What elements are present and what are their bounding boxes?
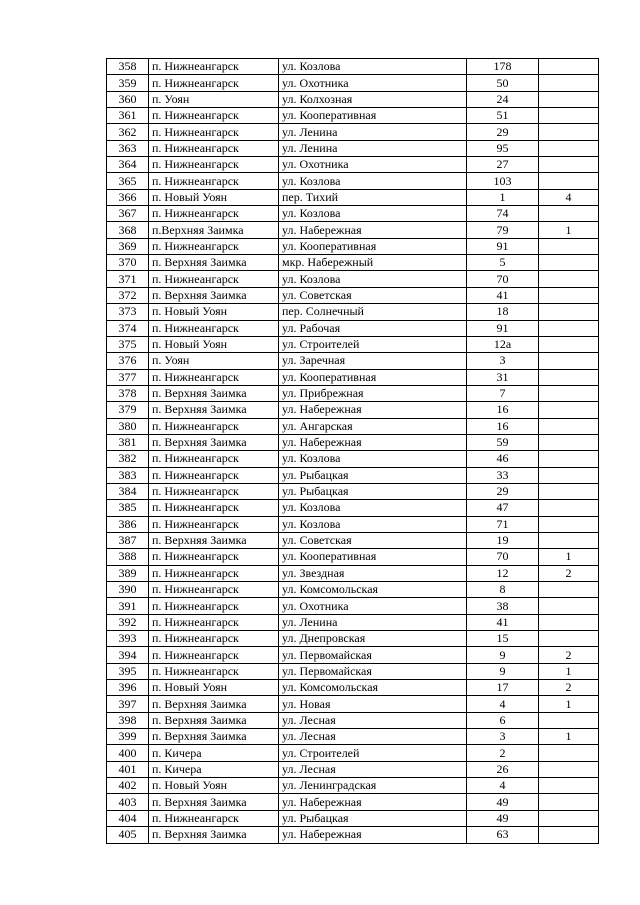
house-number-cell: 3 (467, 353, 539, 369)
house-number-cell: 70 (467, 549, 539, 565)
table-row (107, 598, 599, 614)
street-cell: ул. Первомайская (279, 647, 467, 663)
street-cell: ул. Набережная (279, 402, 467, 418)
extra-number-cell (539, 287, 599, 303)
extra-number-cell (539, 827, 599, 843)
house-number-cell: 51 (467, 108, 539, 124)
table-row (107, 483, 599, 499)
street-cell: ул. Козлова (279, 500, 467, 516)
street-cell: ул. Ленина (279, 614, 467, 630)
settlement-cell: п. Нижнеангарск (149, 565, 279, 581)
settlement-cell: п. Нижнеангарск (149, 369, 279, 385)
settlement-cell: п. Верхняя Заимка (149, 287, 279, 303)
house-number-cell: 91 (467, 320, 539, 336)
house-number-cell: 29 (467, 483, 539, 499)
row-number-cell: 392 (107, 614, 149, 630)
table-row (107, 549, 599, 565)
settlement-cell: п. Нижнеангарск (149, 500, 279, 516)
extra-number-cell (539, 140, 599, 156)
row-number-cell: 375 (107, 336, 149, 352)
table-row (107, 222, 599, 238)
street-cell: ул. Рыбацкая (279, 467, 467, 483)
street-cell: ул. Кооперативная (279, 549, 467, 565)
house-number-cell: 49 (467, 810, 539, 826)
table-row (107, 647, 599, 663)
house-number-cell: 71 (467, 516, 539, 532)
row-number-cell: 383 (107, 467, 149, 483)
row-number-cell: 396 (107, 680, 149, 696)
house-number-cell: 2 (467, 745, 539, 761)
settlement-cell: п. Верхняя Заимка (149, 402, 279, 418)
extra-number-cell (539, 631, 599, 647)
table-row (107, 614, 599, 630)
row-number-cell: 368 (107, 222, 149, 238)
settlement-cell: п. Верхняя Заимка (149, 729, 279, 745)
table-row (107, 255, 599, 271)
house-number-cell: 46 (467, 451, 539, 467)
settlement-cell: п. Верхняя Заимка (149, 532, 279, 548)
house-number-cell: 16 (467, 418, 539, 434)
extra-number-cell (539, 500, 599, 516)
address-table (106, 58, 599, 844)
row-number-cell: 403 (107, 794, 149, 810)
house-number-cell: 95 (467, 140, 539, 156)
extra-number-cell (539, 157, 599, 173)
house-number-cell: 24 (467, 91, 539, 107)
settlement-cell: п. Нижнеангарск (149, 549, 279, 565)
street-cell: ул. Ленина (279, 124, 467, 140)
settlement-cell: п. Уоян (149, 353, 279, 369)
table-row (107, 467, 599, 483)
street-cell: ул. Набережная (279, 434, 467, 450)
row-number-cell: 376 (107, 353, 149, 369)
extra-number-cell (539, 712, 599, 728)
house-number-cell: 79 (467, 222, 539, 238)
extra-number-cell: 1 (539, 696, 599, 712)
extra-number-cell: 1 (539, 729, 599, 745)
row-number-cell: 366 (107, 189, 149, 205)
row-number-cell: 364 (107, 157, 149, 173)
extra-number-cell (539, 761, 599, 777)
row-number-cell: 385 (107, 500, 149, 516)
row-number-cell: 394 (107, 647, 149, 663)
extra-number-cell (539, 75, 599, 91)
row-number-cell: 380 (107, 418, 149, 434)
house-number-cell: 18 (467, 304, 539, 320)
extra-number-cell (539, 124, 599, 140)
street-cell: ул. Рыбацкая (279, 810, 467, 826)
extra-number-cell: 1 (539, 549, 599, 565)
house-number-cell: 38 (467, 598, 539, 614)
table-row (107, 402, 599, 418)
house-number-cell: 70 (467, 271, 539, 287)
extra-number-cell: 4 (539, 189, 599, 205)
street-cell: ул. Советская (279, 532, 467, 548)
table-row (107, 238, 599, 254)
street-cell: ул. Набережная (279, 827, 467, 843)
extra-number-cell (539, 434, 599, 450)
house-number-cell: 4 (467, 696, 539, 712)
house-number-cell: 29 (467, 124, 539, 140)
settlement-cell: п.Верхняя Заимка (149, 222, 279, 238)
table-row (107, 189, 599, 205)
street-cell: ул. Рыбацкая (279, 483, 467, 499)
street-cell: ул. Козлова (279, 271, 467, 287)
table-row (107, 271, 599, 287)
street-cell: ул. Охотника (279, 75, 467, 91)
street-cell: пер. Солнечный (279, 304, 467, 320)
settlement-cell: п. Кичера (149, 745, 279, 761)
street-cell: ул. Набережная (279, 794, 467, 810)
extra-number-cell (539, 467, 599, 483)
table-row (107, 451, 599, 467)
settlement-cell: п. Новый Уоян (149, 304, 279, 320)
table-row (107, 75, 599, 91)
street-cell: ул. Комсомольская (279, 582, 467, 598)
table-row (107, 287, 599, 303)
table-row (107, 729, 599, 745)
row-number-cell: 359 (107, 75, 149, 91)
street-cell: ул. Днепровская (279, 631, 467, 647)
house-number-cell: 9 (467, 663, 539, 679)
house-number-cell: 1 (467, 189, 539, 205)
street-cell: ул. Козлова (279, 59, 467, 75)
street-cell: ул. Набережная (279, 222, 467, 238)
street-cell: ул. Лесная (279, 712, 467, 728)
street-cell: ул. Козлова (279, 451, 467, 467)
house-number-cell: 74 (467, 206, 539, 222)
table-row (107, 794, 599, 810)
house-number-cell: 27 (467, 157, 539, 173)
extra-number-cell (539, 778, 599, 794)
house-number-cell: 59 (467, 434, 539, 450)
house-number-cell: 19 (467, 532, 539, 548)
house-number-cell: 31 (467, 369, 539, 385)
house-number-cell: 17 (467, 680, 539, 696)
settlement-cell: п. Нижнеангарск (149, 418, 279, 434)
street-cell: ул. Комсомольская (279, 680, 467, 696)
street-cell: ул. Ангарская (279, 418, 467, 434)
table-row (107, 418, 599, 434)
settlement-cell: п. Нижнеангарск (149, 238, 279, 254)
table-row (107, 500, 599, 516)
settlement-cell: п. Нижнеангарск (149, 483, 279, 499)
settlement-cell: п. Верхняя Заимка (149, 385, 279, 401)
extra-number-cell (539, 255, 599, 271)
table-row (107, 157, 599, 173)
row-number-cell: 405 (107, 827, 149, 843)
house-number-cell: 47 (467, 500, 539, 516)
row-number-cell: 397 (107, 696, 149, 712)
street-cell: ул. Строителей (279, 336, 467, 352)
settlement-cell: п. Кичера (149, 761, 279, 777)
row-number-cell: 399 (107, 729, 149, 745)
table-row (107, 91, 599, 107)
row-number-cell: 401 (107, 761, 149, 777)
extra-number-cell (539, 451, 599, 467)
table-row (107, 712, 599, 728)
extra-number-cell (539, 794, 599, 810)
extra-number-cell (539, 745, 599, 761)
settlement-cell: п. Нижнеангарск (149, 173, 279, 189)
house-number-cell: 50 (467, 75, 539, 91)
extra-number-cell (539, 369, 599, 385)
settlement-cell: п. Верхняя Заимка (149, 255, 279, 271)
settlement-cell: п. Нижнеангарск (149, 157, 279, 173)
house-number-cell: 26 (467, 761, 539, 777)
extra-number-cell (539, 810, 599, 826)
extra-number-cell (539, 582, 599, 598)
settlement-cell: п. Уоян (149, 91, 279, 107)
extra-number-cell: 2 (539, 565, 599, 581)
row-number-cell: 379 (107, 402, 149, 418)
row-number-cell: 388 (107, 549, 149, 565)
extra-number-cell (539, 614, 599, 630)
house-number-cell: 8 (467, 582, 539, 598)
street-cell: ул. Звездная (279, 565, 467, 581)
extra-number-cell (539, 516, 599, 532)
house-number-cell: 4 (467, 778, 539, 794)
table-row (107, 680, 599, 696)
settlement-cell: п. Нижнеангарск (149, 320, 279, 336)
row-number-cell: 398 (107, 712, 149, 728)
row-number-cell: 360 (107, 91, 149, 107)
row-number-cell: 387 (107, 532, 149, 548)
settlement-cell: п. Верхняя Заимка (149, 794, 279, 810)
extra-number-cell (539, 320, 599, 336)
house-number-cell: 103 (467, 173, 539, 189)
extra-number-cell: 2 (539, 647, 599, 663)
street-cell: мкр. Набережный (279, 255, 467, 271)
settlement-cell: п. Новый Уоян (149, 680, 279, 696)
settlement-cell: п. Нижнеангарск (149, 516, 279, 532)
table-row (107, 532, 599, 548)
row-number-cell: 363 (107, 140, 149, 156)
settlement-cell: п. Нижнеангарск (149, 467, 279, 483)
table-row (107, 385, 599, 401)
settlement-cell: п. Нижнеангарск (149, 598, 279, 614)
extra-number-cell (539, 173, 599, 189)
table-row (107, 59, 599, 75)
table-row (107, 631, 599, 647)
settlement-cell: п. Новый Уоян (149, 336, 279, 352)
extra-number-cell (539, 353, 599, 369)
table-row (107, 810, 599, 826)
house-number-cell: 12а (467, 336, 539, 352)
extra-number-cell (539, 336, 599, 352)
extra-number-cell (539, 91, 599, 107)
table-row (107, 304, 599, 320)
table-row (107, 173, 599, 189)
street-cell: ул. Заречная (279, 353, 467, 369)
street-cell: ул. Колхозная (279, 91, 467, 107)
address-table-body (107, 59, 599, 844)
house-number-cell: 49 (467, 794, 539, 810)
row-number-cell: 370 (107, 255, 149, 271)
house-number-cell: 3 (467, 729, 539, 745)
street-cell: ул. Кооперативная (279, 238, 467, 254)
table-row (107, 827, 599, 843)
street-cell: ул. Ленина (279, 140, 467, 156)
street-cell: ул. Ленинградская (279, 778, 467, 794)
table-row (107, 336, 599, 352)
row-number-cell: 391 (107, 598, 149, 614)
extra-number-cell (539, 483, 599, 499)
street-cell: ул. Козлова (279, 173, 467, 189)
row-number-cell: 361 (107, 108, 149, 124)
table-row (107, 663, 599, 679)
settlement-cell: п. Нижнеангарск (149, 124, 279, 140)
row-number-cell: 377 (107, 369, 149, 385)
extra-number-cell: 2 (539, 680, 599, 696)
settlement-cell: п. Нижнеангарск (149, 647, 279, 663)
street-cell: ул. Охотника (279, 598, 467, 614)
street-cell: ул. Лесная (279, 729, 467, 745)
street-cell: ул. Охотника (279, 157, 467, 173)
extra-number-cell (539, 59, 599, 75)
table-row (107, 565, 599, 581)
settlement-cell: п. Нижнеангарск (149, 75, 279, 91)
house-number-cell: 9 (467, 647, 539, 663)
street-cell: ул. Лесная (279, 761, 467, 777)
house-number-cell: 16 (467, 402, 539, 418)
street-cell: ул. Строителей (279, 745, 467, 761)
house-number-cell: 6 (467, 712, 539, 728)
settlement-cell: п. Нижнеангарск (149, 663, 279, 679)
table-row (107, 108, 599, 124)
row-number-cell: 381 (107, 434, 149, 450)
street-cell: ул. Кооперативная (279, 108, 467, 124)
settlement-cell: п. Нижнеангарск (149, 614, 279, 630)
settlement-cell: п. Верхняя Заимка (149, 827, 279, 843)
settlement-cell: п. Нижнеангарск (149, 59, 279, 75)
settlement-cell: п. Верхняя Заимка (149, 712, 279, 728)
street-cell: пер. Тихий (279, 189, 467, 205)
settlement-cell: п. Нижнеангарск (149, 271, 279, 287)
table-row (107, 696, 599, 712)
settlement-cell: п. Нижнеангарск (149, 810, 279, 826)
row-number-cell: 389 (107, 565, 149, 581)
extra-number-cell (539, 402, 599, 418)
extra-number-cell (539, 271, 599, 287)
row-number-cell: 365 (107, 173, 149, 189)
settlement-cell: п. Нижнеангарск (149, 451, 279, 467)
table-row (107, 516, 599, 532)
table-row (107, 320, 599, 336)
street-cell: ул. Рабочая (279, 320, 467, 336)
settlement-cell: п. Новый Уоян (149, 189, 279, 205)
street-cell: ул. Первомайская (279, 663, 467, 679)
extra-number-cell (539, 108, 599, 124)
settlement-cell: п. Новый Уоян (149, 778, 279, 794)
row-number-cell: 400 (107, 745, 149, 761)
house-number-cell: 41 (467, 614, 539, 630)
row-number-cell: 371 (107, 271, 149, 287)
table-row (107, 582, 599, 598)
row-number-cell: 362 (107, 124, 149, 140)
street-cell: ул. Советская (279, 287, 467, 303)
house-number-cell: 33 (467, 467, 539, 483)
house-number-cell: 41 (467, 287, 539, 303)
extra-number-cell (539, 385, 599, 401)
settlement-cell: п. Верхняя Заимка (149, 434, 279, 450)
table-row (107, 353, 599, 369)
table-row (107, 434, 599, 450)
row-number-cell: 404 (107, 810, 149, 826)
row-number-cell: 369 (107, 238, 149, 254)
row-number-cell: 393 (107, 631, 149, 647)
table-row (107, 206, 599, 222)
extra-number-cell: 1 (539, 222, 599, 238)
row-number-cell: 367 (107, 206, 149, 222)
row-number-cell: 382 (107, 451, 149, 467)
table-row (107, 369, 599, 385)
house-number-cell: 5 (467, 255, 539, 271)
table-row (107, 124, 599, 140)
row-number-cell: 386 (107, 516, 149, 532)
extra-number-cell (539, 598, 599, 614)
row-number-cell: 395 (107, 663, 149, 679)
table-row (107, 761, 599, 777)
house-number-cell: 7 (467, 385, 539, 401)
settlement-cell: п. Верхняя Заимка (149, 696, 279, 712)
extra-number-cell (539, 418, 599, 434)
settlement-cell: п. Нижнеангарск (149, 108, 279, 124)
extra-number-cell (539, 532, 599, 548)
table-row (107, 745, 599, 761)
row-number-cell: 390 (107, 582, 149, 598)
extra-number-cell (539, 238, 599, 254)
row-number-cell: 402 (107, 778, 149, 794)
settlement-cell: п. Нижнеангарск (149, 582, 279, 598)
table-row (107, 778, 599, 794)
house-number-cell: 15 (467, 631, 539, 647)
row-number-cell: 372 (107, 287, 149, 303)
settlement-cell: п. Нижнеангарск (149, 631, 279, 647)
street-cell: ул. Новая (279, 696, 467, 712)
settlement-cell: п. Нижнеангарск (149, 140, 279, 156)
house-number-cell: 91 (467, 238, 539, 254)
settlement-cell: п. Нижнеангарск (149, 206, 279, 222)
row-number-cell: 384 (107, 483, 149, 499)
row-number-cell: 358 (107, 59, 149, 75)
row-number-cell: 378 (107, 385, 149, 401)
house-number-cell: 178 (467, 59, 539, 75)
table-row (107, 140, 599, 156)
extra-number-cell (539, 304, 599, 320)
extra-number-cell (539, 206, 599, 222)
street-cell: ул. Кооперативная (279, 369, 467, 385)
street-cell: ул. Козлова (279, 206, 467, 222)
street-cell: ул. Козлова (279, 516, 467, 532)
street-cell: ул. Прибрежная (279, 385, 467, 401)
house-number-cell: 63 (467, 827, 539, 843)
house-number-cell: 12 (467, 565, 539, 581)
row-number-cell: 373 (107, 304, 149, 320)
row-number-cell: 374 (107, 320, 149, 336)
extra-number-cell: 1 (539, 663, 599, 679)
